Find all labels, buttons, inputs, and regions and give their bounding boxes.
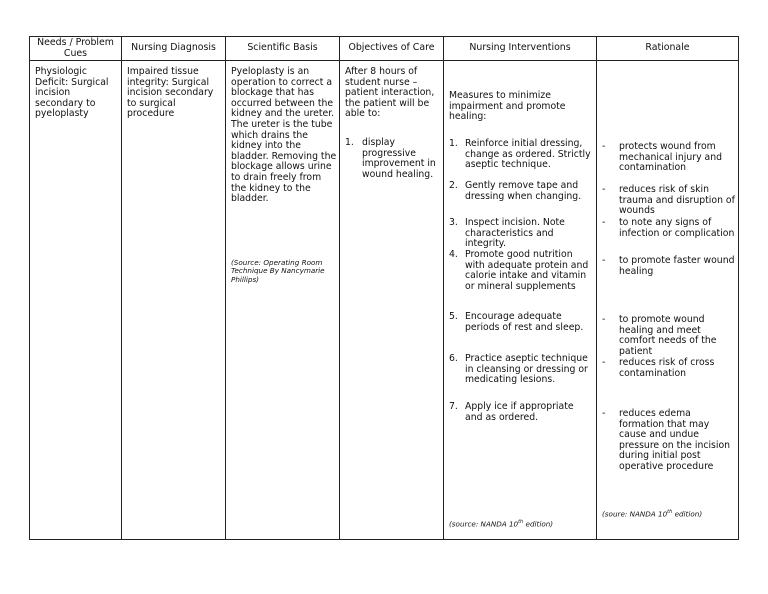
rationale-item-4: - to promote faster wound healing	[602, 255, 735, 277]
objectives-cell	[340, 61, 444, 540]
header-row	[30, 37, 739, 61]
header-diagnosis: Nursing Diagnosis	[122, 37, 226, 61]
intervention-item-1: 1. Reinforce initial dressing, change as ordered. Strictly aseptic technique.	[449, 138, 591, 171]
objectives-item	[345, 138, 441, 180]
intervention-item-6: 6. Practice aseptic technique in cleansing or dressing or medicating lesions.	[449, 353, 588, 386]
diagnosis-cell	[122, 61, 226, 540]
diagnosis-text: Impaired tissue integrity: Surgical incision secondary to surgical procedure	[127, 66, 214, 120]
header-objectives: Objectives of Care	[340, 37, 444, 61]
body-row	[30, 61, 739, 540]
header-rationale: Rationale	[597, 37, 739, 61]
basis-cell	[226, 61, 340, 540]
interventions-cell	[444, 61, 597, 540]
basis-source: (Source: Operating Room Technique By Nancymarie Phillips)	[231, 258, 325, 284]
cues-text: Physiologic Deficit: Surgical incision secondary to pyeloplasty	[35, 66, 109, 120]
header-interventions: Nursing Interventions	[444, 37, 597, 61]
rationale-item-6: - reduces risk of cross contamination	[602, 357, 715, 379]
intervention-item-7: 7. Apply ice if appropriate and as ordered.	[449, 401, 574, 423]
rationale-item-1: - protects wound from mechanical injury and contamination	[602, 141, 723, 174]
objective-text: display progressive improvement in wound healing.	[362, 137, 436, 180]
intervention-item-3: 3. Inspect incision. Note characteristics and integrity.	[449, 217, 565, 250]
rationale-item-2: - reduces risk of skin trauma and disruption of wounds	[602, 184, 735, 217]
cues-cell	[30, 61, 122, 540]
objective-number: 1.	[345, 137, 354, 148]
rationale-item-5: - to promote wound healing and meet comfort needs of the patient	[602, 314, 717, 357]
rationale-item-7: - reduces edema formation that may cause and undue pressure on the incision during initial post operative procedure	[602, 408, 731, 472]
basis-text: Pyeloplasty is an operation to correct a blockage that has occurred between the kidney and the ureter. The ureter is the tube which drains the kidney into the bladder. Removing the blockage allows urine to drain freely from the kidney to the bladder.	[231, 66, 337, 205]
rationale-item-3: - to note any signs of infection or complication	[602, 217, 735, 239]
intervention-item-5: 5. Encourage adequate periods of rest and sleep.	[449, 311, 584, 333]
intervention-item-4: 4. Promote good nutrition with adequate protein and calorie intake and vitamin or mineral supplements	[449, 249, 589, 292]
intervention-item-2: 2. Gently remove tape and dressing when changing.	[449, 180, 582, 202]
objectives-intro: After 8 hours of student nurse – patient interaction, the patient will be able to:	[345, 66, 435, 120]
interventions-intro: Measures to minimize impairment and promote healing:	[449, 90, 566, 123]
interventions-source: (source: NANDA 10th edition)	[449, 519, 554, 529]
header-basis: Scientific Basis	[226, 37, 340, 61]
rationale-cell	[597, 61, 739, 540]
rationale-source: (soure: NANDA 10th edition)	[602, 509, 703, 519]
nursing-care-plan-table	[29, 36, 739, 540]
header-cues: Needs / Problem Cues	[30, 37, 122, 61]
